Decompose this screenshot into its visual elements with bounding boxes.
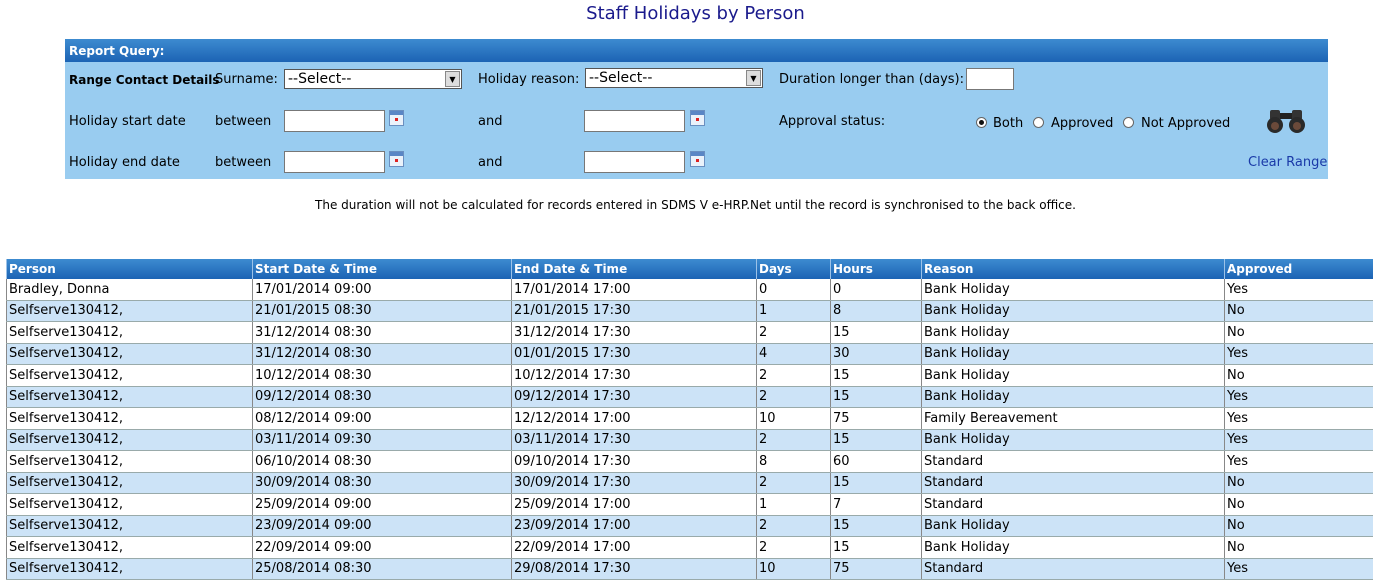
cell-days: 2 <box>757 472 831 494</box>
cell-days: 2 <box>757 515 831 537</box>
clear-range-link[interactable]: Clear Range <box>1248 155 1328 170</box>
cell-reason: Bank Holiday <box>922 429 1225 451</box>
column-header-days[interactable]: Days <box>757 259 831 279</box>
cell-start: 31/12/2014 08:30 <box>253 343 512 365</box>
holidays-table <box>6 259 1373 580</box>
cell-person: Selfserve130412, <box>7 515 253 537</box>
cell-days: 1 <box>757 494 831 516</box>
column-header-start[interactable]: Start Date & Time <box>253 259 512 279</box>
cell-approved: No <box>1225 515 1373 537</box>
cell-hours: 30 <box>831 343 922 365</box>
cell-start: 22/09/2014 09:00 <box>253 537 512 559</box>
cell-hours: 15 <box>831 515 922 537</box>
surname-select-value: --Select-- <box>288 71 352 87</box>
start-date-from-input[interactable] <box>284 110 385 132</box>
cell-person: Selfserve130412, <box>7 451 253 473</box>
column-header-hours[interactable]: Hours <box>831 259 922 279</box>
duration-label: Duration longer than (days): <box>779 72 965 87</box>
table-row[interactable] <box>7 279 1373 300</box>
cell-end: 29/08/2014 17:30 <box>512 558 757 580</box>
cell-reason: Standard <box>922 451 1225 473</box>
cell-hours: 15 <box>831 472 922 494</box>
table-row[interactable] <box>7 322 1373 344</box>
table-row[interactable] <box>7 494 1373 516</box>
table-row[interactable] <box>7 429 1373 451</box>
cell-reason: Standard <box>922 472 1225 494</box>
column-header-end[interactable]: End Date & Time <box>512 259 757 279</box>
table-row[interactable] <box>7 386 1373 408</box>
cell-hours: 15 <box>831 429 922 451</box>
cell-approved: No <box>1225 365 1373 387</box>
cell-start: 09/12/2014 08:30 <box>253 386 512 408</box>
table-row[interactable] <box>7 451 1373 473</box>
cell-approved: No <box>1225 494 1373 516</box>
cell-days: 2 <box>757 386 831 408</box>
cell-start: 06/10/2014 08:30 <box>253 451 512 473</box>
cell-approved: No <box>1225 300 1373 322</box>
end-date-from-input[interactable] <box>284 151 385 173</box>
cell-hours: 15 <box>831 537 922 559</box>
table-header-row <box>7 259 1373 279</box>
cell-person: Selfserve130412, <box>7 386 253 408</box>
cell-approved: Yes <box>1225 386 1373 408</box>
column-header-reason[interactable]: Reason <box>922 259 1225 279</box>
cell-person: Bradley, Donna <box>7 279 253 300</box>
cell-person: Selfserve130412, <box>7 494 253 516</box>
cell-end: 21/01/2015 17:30 <box>512 300 757 322</box>
end-between-label: between <box>215 155 272 170</box>
cell-hours: 75 <box>831 408 922 430</box>
cell-reason: Bank Holiday <box>922 365 1225 387</box>
cell-days: 0 <box>757 279 831 300</box>
approval-approved-radio[interactable] <box>1033 117 1044 128</box>
cell-hours: 8 <box>831 300 922 322</box>
cell-end: 30/09/2014 17:30 <box>512 472 757 494</box>
cell-start: 21/01/2015 08:30 <box>253 300 512 322</box>
chevron-down-icon[interactable]: ▼ <box>445 71 460 87</box>
cell-approved: No <box>1225 472 1373 494</box>
cell-reason: Bank Holiday <box>922 343 1225 365</box>
start-between-label: between <box>215 114 272 129</box>
table-row[interactable] <box>7 472 1373 494</box>
cell-end: 10/12/2014 17:30 <box>512 365 757 387</box>
cell-days: 10 <box>757 558 831 580</box>
cell-end: 03/11/2014 17:30 <box>512 429 757 451</box>
cell-person: Selfserve130412, <box>7 537 253 559</box>
cell-hours: 15 <box>831 322 922 344</box>
cell-reason: Bank Holiday <box>922 537 1225 559</box>
cell-start: 23/09/2014 09:00 <box>253 515 512 537</box>
cell-start: 08/12/2014 09:00 <box>253 408 512 430</box>
holiday-start-date-label: Holiday start date <box>69 114 186 129</box>
cell-days: 10 <box>757 408 831 430</box>
cell-person: Selfserve130412, <box>7 408 253 430</box>
cell-person: Selfserve130412, <box>7 429 253 451</box>
cell-person: Selfserve130412, <box>7 472 253 494</box>
page-title: Staff Holidays by Person <box>586 3 805 24</box>
report-query-header: Report Query: <box>65 39 1328 62</box>
cell-approved: Yes <box>1225 408 1373 430</box>
cell-reason: Bank Holiday <box>922 322 1225 344</box>
table-row[interactable] <box>7 300 1373 322</box>
end-date-to-input[interactable] <box>584 151 685 173</box>
start-date-to-input[interactable] <box>584 110 685 132</box>
cell-end: 25/09/2014 17:00 <box>512 494 757 516</box>
cell-end: 09/10/2014 17:30 <box>512 451 757 473</box>
cell-end: 09/12/2014 17:30 <box>512 386 757 408</box>
cell-hours: 0 <box>831 279 922 300</box>
approval-both-radio[interactable] <box>976 117 987 128</box>
cell-end: 23/09/2014 17:00 <box>512 515 757 537</box>
cell-approved: Yes <box>1225 558 1373 580</box>
cell-days: 2 <box>757 365 831 387</box>
cell-start: 25/09/2014 09:00 <box>253 494 512 516</box>
cell-person: Selfserve130412, <box>7 322 253 344</box>
calendar-icon[interactable] <box>690 151 705 167</box>
duration-note: The duration will not be calculated for records entered in SDMS V e-HRP.Net until the record is synchronised to the back office. <box>315 198 1076 212</box>
cell-approved: Yes <box>1225 451 1373 473</box>
cell-approved: Yes <box>1225 429 1373 451</box>
cell-hours: 60 <box>831 451 922 473</box>
column-header-person[interactable]: Person <box>7 259 253 279</box>
cell-person: Selfserve130412, <box>7 343 253 365</box>
approval-not-approved-label: Not Approved <box>1141 116 1231 131</box>
holiday-reason-label: Holiday reason: <box>478 72 580 87</box>
cell-approved: Yes <box>1225 343 1373 365</box>
surname-select[interactable] <box>284 69 462 89</box>
calendar-icon[interactable] <box>690 110 705 126</box>
cell-approved: No <box>1225 537 1373 559</box>
cell-reason: Bank Holiday <box>922 515 1225 537</box>
approval-both-label: Both <box>993 116 1024 131</box>
cell-start: 10/12/2014 08:30 <box>253 365 512 387</box>
column-header-approved[interactable]: Approved <box>1225 259 1373 279</box>
cell-hours: 15 <box>831 365 922 387</box>
cell-start: 03/11/2014 09:30 <box>253 429 512 451</box>
table-row[interactable] <box>7 408 1373 430</box>
cell-end: 22/09/2014 17:00 <box>512 537 757 559</box>
cell-start: 17/01/2014 09:00 <box>253 279 512 300</box>
table-row[interactable] <box>7 365 1373 387</box>
cell-approved: No <box>1225 322 1373 344</box>
calendar-icon[interactable] <box>389 110 404 126</box>
cell-reason: Bank Holiday <box>922 300 1225 322</box>
cell-start: 30/09/2014 08:30 <box>253 472 512 494</box>
cell-start: 25/08/2014 08:30 <box>253 558 512 580</box>
cell-end: 17/01/2014 17:00 <box>512 279 757 300</box>
cell-end: 31/12/2014 17:30 <box>512 322 757 344</box>
cell-start: 31/12/2014 08:30 <box>253 322 512 344</box>
surname-label: Surname: <box>215 72 278 87</box>
holiday-end-date-label: Holiday end date <box>69 155 180 170</box>
approval-approved-label: Approved <box>1051 116 1114 131</box>
table-row[interactable] <box>7 343 1373 365</box>
cell-person: Selfserve130412, <box>7 300 253 322</box>
cell-reason: Bank Holiday <box>922 279 1225 300</box>
cell-days: 8 <box>757 451 831 473</box>
table-row[interactable] <box>7 558 1373 580</box>
approval-not-approved-radio[interactable] <box>1123 117 1134 128</box>
cell-reason: Bank Holiday <box>922 386 1225 408</box>
calendar-icon[interactable] <box>389 151 404 167</box>
cell-days: 2 <box>757 537 831 559</box>
approval-status-label: Approval status: <box>779 114 886 129</box>
chevron-down-icon[interactable]: ▼ <box>746 70 761 86</box>
range-contact-details-label: Range Contact Details <box>69 73 220 87</box>
cell-person: Selfserve130412, <box>7 365 253 387</box>
cell-days: 1 <box>757 300 831 322</box>
start-and-label: and <box>478 114 503 129</box>
cell-reason: Family Bereavement <box>922 408 1225 430</box>
cell-days: 4 <box>757 343 831 365</box>
binoculars-search-icon[interactable] <box>1266 108 1306 134</box>
table-row[interactable] <box>7 515 1373 537</box>
cell-person: Selfserve130412, <box>7 558 253 580</box>
holiday-reason-select-value: --Select-- <box>589 70 653 86</box>
cell-approved: Yes <box>1225 279 1373 300</box>
cell-end: 01/01/2015 17:30 <box>512 343 757 365</box>
cell-hours: 15 <box>831 386 922 408</box>
cell-days: 2 <box>757 322 831 344</box>
end-and-label: and <box>478 155 503 170</box>
cell-hours: 75 <box>831 558 922 580</box>
duration-input[interactable] <box>966 68 1014 90</box>
cell-days: 2 <box>757 429 831 451</box>
holiday-reason-select[interactable] <box>585 68 763 88</box>
cell-hours: 7 <box>831 494 922 516</box>
table-row[interactable] <box>7 537 1373 559</box>
cell-end: 12/12/2014 17:00 <box>512 408 757 430</box>
report-query-panel <box>65 39 1328 179</box>
cell-reason: Standard <box>922 494 1225 516</box>
cell-reason: Standard <box>922 558 1225 580</box>
